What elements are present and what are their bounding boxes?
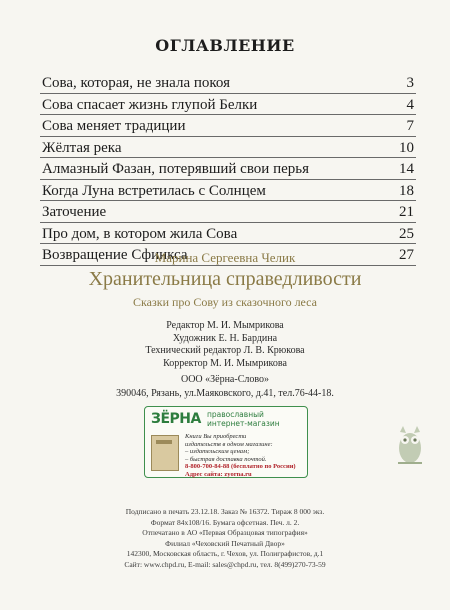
toc-item-page: 7 <box>406 118 414 134</box>
toc-item[interactable] <box>40 201 416 223</box>
credits <box>0 320 450 370</box>
owl-icon <box>392 420 428 466</box>
ad-line: – издательским ценам; <box>185 448 250 456</box>
toc-item[interactable] <box>40 72 416 94</box>
shop-logo-sub-line: православный <box>207 410 264 419</box>
toc-item-page: 14 <box>399 161 414 177</box>
toc-item[interactable] <box>40 94 416 116</box>
toc-item-title: Заточение <box>42 204 107 220</box>
imprint-line: Филиал «Чеховский Печатный Двор» <box>165 538 285 548</box>
toc-item-page: 4 <box>406 96 414 113</box>
shop-logo: ЗЁРНА <box>151 411 201 427</box>
credit-line: Художник Е. Н. Бардина <box>172 332 278 344</box>
credit-line: Редактор М. И. Мымрикова <box>166 320 284 331</box>
toc-item-title: Возвращение Сфинкса <box>42 247 188 263</box>
shop-logo-sub-line: интернет-магазин <box>207 418 280 428</box>
toc-item-page: 18 <box>399 182 414 199</box>
publisher-name: ООО «Зёрна-Слово» <box>180 374 270 385</box>
imprint <box>0 507 450 570</box>
toc-item-page: 21 <box>399 204 414 220</box>
shop-logo-subtitle <box>207 411 303 428</box>
toc-item-page: 27 <box>399 247 414 263</box>
shop-ad-text <box>185 433 305 479</box>
toc-item-title: Про дом, в котором жила Сова <box>42 225 238 242</box>
ad-line: издательств в одном магазине: <box>185 440 273 448</box>
toc-item[interactable] <box>40 137 416 159</box>
imprint-line: 142300, Московская область, г. Чехов, ул. Полиграфистов, д.1 <box>126 549 324 558</box>
credit-line: Технический редактор Л. В. Крюкова <box>145 345 305 356</box>
toc-item-title: Алмазный Фазан, потерявший свои перья <box>42 161 310 177</box>
toc-item-page: 3 <box>406 75 414 91</box>
imprint-line: Отпечатано в АО «Первая Образцовая типография» <box>142 528 308 537</box>
book-stack-icon <box>151 435 179 471</box>
ad-line: Книги Вы приобрести <box>185 433 247 440</box>
toc-item[interactable] <box>40 223 416 245</box>
ad-site: Адрес сайта: zyorna.ru <box>185 470 252 478</box>
book-title: Хранительница справедливости <box>88 268 362 290</box>
ad-line: – быстрая доставка почтой. <box>185 455 267 463</box>
toc-item-title: Жёлтая река <box>42 139 122 156</box>
toc-item-page: 10 <box>399 139 414 156</box>
imprint-line: Сайт: www.chpd.ru, E-mail: sales@chpd.ru, тел. 8(499)270-73-59 <box>124 559 326 569</box>
publisher-address: 390046, Рязань, ул.Маяковского, д.41, тел.76-44-18. <box>116 388 334 399</box>
toc-heading: ОГЛАВЛЕНИЕ <box>155 36 295 55</box>
table-of-contents <box>40 72 416 266</box>
toc-item[interactable] <box>40 180 416 202</box>
toc-item-title: Когда Луна встретилась с Солнцем <box>42 182 266 199</box>
ad-phone: 8-800-700-84-88 (бесплатно по России) <box>185 463 296 471</box>
toc-item-title: Сова спасает жизнь глупой Белки <box>42 96 258 113</box>
book-subtitle: Сказки про Сову из сказочного леса <box>133 295 317 309</box>
toc-item-title: Сова меняет традиции <box>42 118 186 134</box>
imprint-line: Формат 84х108/16. Бумага офсетная. Печ. л. 2. <box>150 517 300 527</box>
credit-line: Корректор М. И. Мымрикова <box>163 357 287 369</box>
toc-item-page: 25 <box>399 225 414 242</box>
shop-advertisement <box>144 406 308 478</box>
toc-item[interactable] <box>40 115 416 137</box>
book-author: Марина Сергеевна Челик <box>154 250 296 265</box>
imprint-line: Подписано в печать 23.12.18. Заказ № 16372. Тираж 8 000 экз. <box>125 507 325 516</box>
toc-item-title: Сова, которая, не знала покоя <box>42 75 231 91</box>
toc-item[interactable] <box>40 158 416 180</box>
